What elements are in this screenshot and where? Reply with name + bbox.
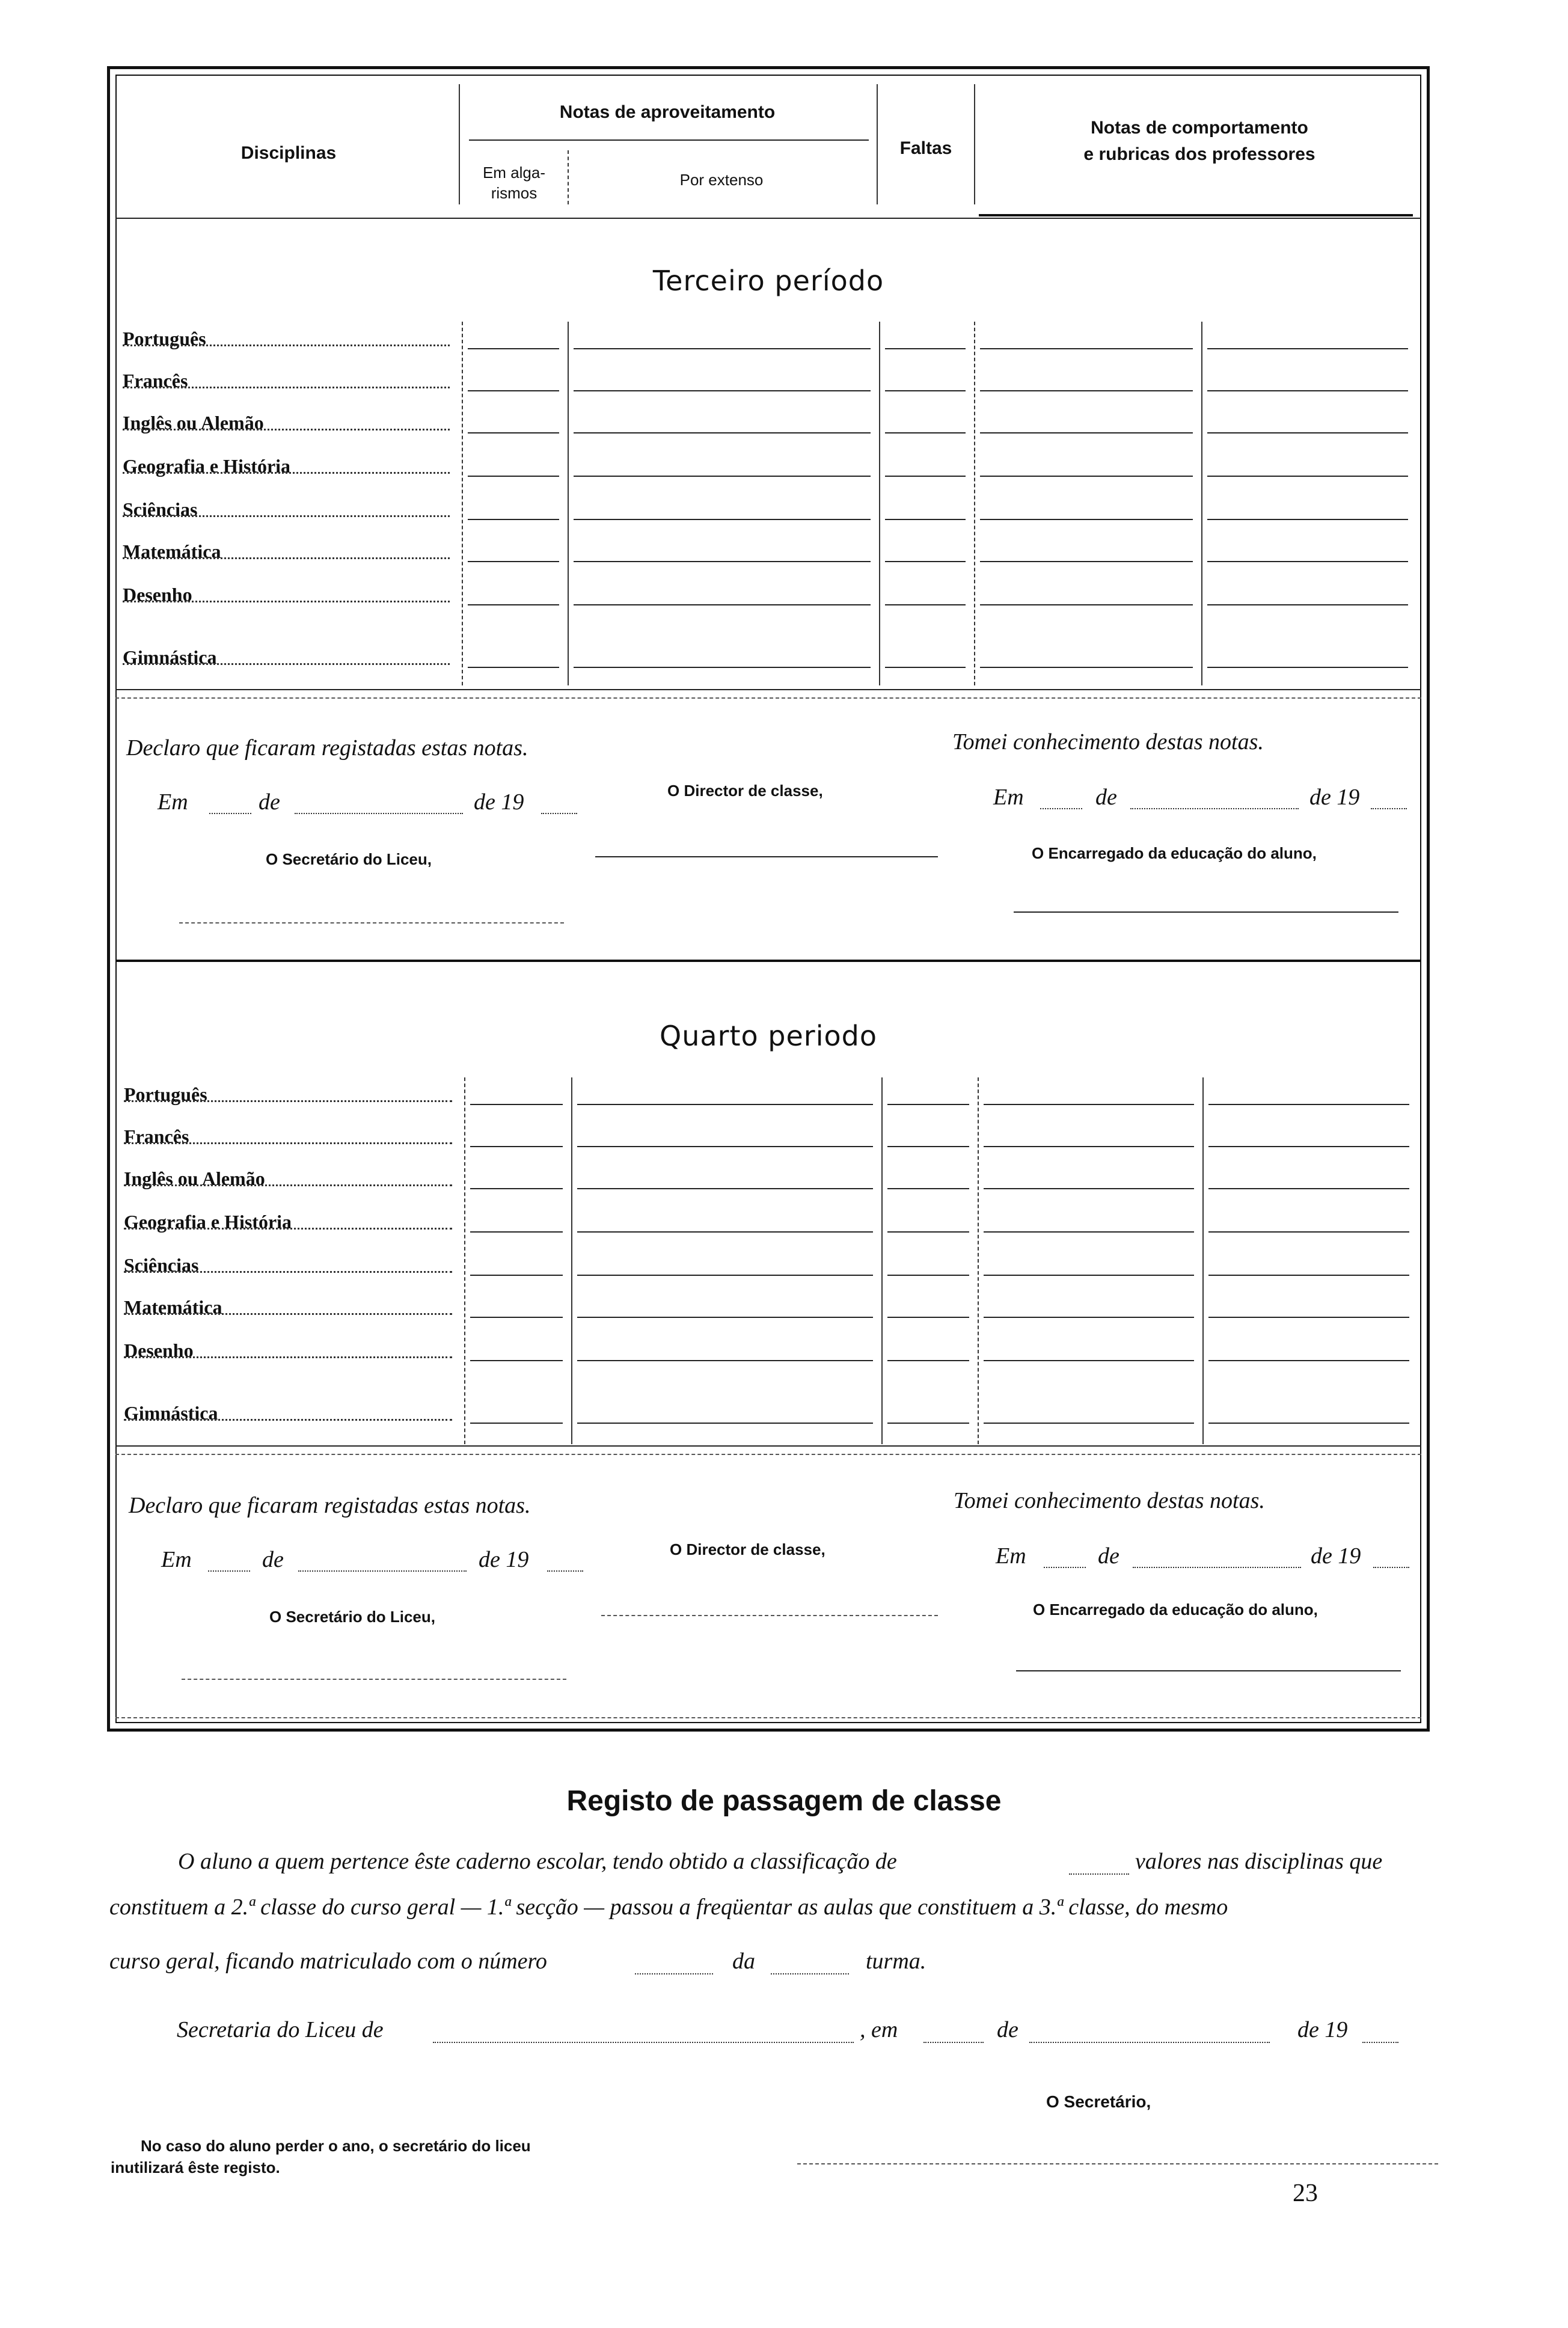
rubrica-field[interactable]	[1208, 1317, 1409, 1318]
liceu-field[interactable]	[433, 2026, 854, 2043]
rubrica-field[interactable]	[1208, 1275, 1409, 1276]
comportamento-field[interactable]	[980, 604, 1193, 605]
header-brace	[469, 139, 869, 141]
header-comportamento-2: e rubricas dos professores	[1083, 144, 1315, 164]
period-title: Quarto periodo	[660, 1020, 877, 1052]
em-label: Em	[158, 789, 188, 815]
leader-dots	[124, 1142, 452, 1144]
rubrica-field[interactable]	[1208, 1231, 1409, 1233]
rubrica-field[interactable]	[1208, 1104, 1409, 1105]
comportamento-field[interactable]	[980, 476, 1193, 477]
em-algarismos-field[interactable]	[468, 561, 559, 562]
classificacao-field[interactable]	[1069, 1858, 1129, 1875]
encarregado-signature-line[interactable]	[1014, 911, 1398, 913]
rubrica-field[interactable]	[1208, 1146, 1409, 1147]
comportamento-field[interactable]	[984, 1104, 1194, 1105]
leader-dots	[123, 387, 450, 388]
de-label: de	[997, 2017, 1018, 2042]
subject-label: Francês	[123, 370, 188, 391]
rubrica-field[interactable]	[1207, 476, 1408, 477]
year-field[interactable]	[547, 1555, 583, 1572]
rubrica-field[interactable]	[1207, 390, 1408, 391]
leader-dots	[123, 515, 450, 517]
por-extenso-field[interactable]	[577, 1188, 873, 1189]
header-notas-aproveitamento: Notas de aproveitamento	[559, 102, 776, 122]
em-algarismos-field[interactable]	[468, 432, 559, 433]
header-divider	[974, 84, 975, 204]
o-secretario-label: O Secretário,	[1046, 2092, 1151, 2111]
day-field[interactable]	[1044, 1551, 1086, 1568]
day-field[interactable]	[923, 2026, 984, 2043]
subject-label: Matemática	[124, 1296, 222, 1318]
em-algarismos-field[interactable]	[470, 1423, 563, 1424]
registo-line-3c: turma.	[866, 1949, 926, 1974]
grid-column-line	[879, 322, 880, 685]
period-bottom-rule	[115, 1445, 1421, 1447]
em-algarismos-field[interactable]	[468, 348, 559, 349]
em-algarismos-field[interactable]	[468, 390, 559, 391]
em-label: , em	[860, 2017, 898, 2042]
grid-column-line	[571, 1077, 572, 1444]
header-divider	[877, 84, 878, 204]
comportamento-field[interactable]	[984, 1275, 1194, 1276]
page-number: 23	[1293, 2179, 1318, 2207]
rubrica-field[interactable]	[1207, 667, 1408, 668]
header-comportamento-1: Notas de comportamento	[1091, 118, 1308, 138]
encarregado-signature-line[interactable]	[1016, 1670, 1401, 1671]
em-algarismos-field[interactable]	[468, 519, 559, 520]
year-label: de 19	[474, 789, 524, 815]
encarregado-label: O Encarregado da educação do aluno,	[1033, 1601, 1318, 1619]
subject-label: Desenho	[124, 1340, 194, 1361]
grid-column-line	[462, 322, 463, 685]
day-field[interactable]	[208, 1555, 250, 1572]
registo-title: Registo de passagem de classe	[566, 1785, 1002, 1817]
leader-dots	[123, 345, 450, 346]
grid-column-line	[974, 322, 975, 685]
em-algarismos-field[interactable]	[470, 1317, 563, 1318]
turma-field[interactable]	[771, 1958, 849, 1974]
por-extenso-field[interactable]	[574, 432, 871, 433]
faltas-field[interactable]	[887, 1188, 969, 1189]
faltas-field[interactable]	[885, 390, 966, 391]
por-extenso-field[interactable]	[574, 476, 871, 477]
subject-label: Gimnástica	[124, 1402, 218, 1424]
leader-dots	[123, 429, 450, 430]
em-algarismos-field[interactable]	[470, 1188, 563, 1189]
header-divider	[459, 84, 460, 204]
encarregado-label: O Encarregado da educação do aluno,	[1032, 844, 1317, 862]
year-label: de 19	[479, 1547, 529, 1572]
tomei-text: Tomei conhecimento destas notas.	[954, 1488, 1265, 1513]
de-label: de	[1095, 785, 1117, 810]
comportamento-field[interactable]	[980, 432, 1193, 433]
registo-line-3a: curso geral, ficando matriculado com o número	[109, 1949, 547, 1974]
faltas-field[interactable]	[885, 667, 966, 668]
secretario-signature-line[interactable]	[179, 922, 564, 924]
subject-label: Geografia e História	[124, 1211, 292, 1233]
director-signature-line[interactable]	[601, 1615, 938, 1616]
faltas-field[interactable]	[887, 1231, 969, 1233]
subject-label: Francês	[124, 1126, 189, 1147]
em-label: Em	[993, 785, 1024, 810]
year-label: de 19	[1297, 2017, 1348, 2042]
registo-line-2: constituem a 2.ª classe do curso geral — 1.ª secção — passou a freqüentar as aulas que constituem a 3.ª classe, do mesmo	[109, 1895, 1228, 1920]
header-em-algarismos-2: rismos	[491, 184, 537, 202]
por-extenso-field[interactable]	[574, 561, 871, 562]
secretario-signature-line[interactable]	[182, 1679, 566, 1680]
faltas-field[interactable]	[885, 348, 966, 349]
day-field[interactable]	[1040, 792, 1082, 809]
por-extenso-field[interactable]	[574, 667, 871, 668]
em-label: Em	[996, 1543, 1026, 1569]
faltas-field[interactable]	[885, 561, 966, 562]
subject-label: Sciências	[124, 1254, 199, 1276]
comportamento-field[interactable]	[984, 1188, 1194, 1189]
secretario-label: O Secretário do Liceu,	[269, 1608, 435, 1626]
faltas-field[interactable]	[887, 1275, 969, 1276]
month-field[interactable]	[1133, 1551, 1301, 1568]
grid-column-line	[1202, 1077, 1204, 1444]
registo-line-1a: O aluno a quem pertence êste caderno escolar, tendo obtido a classificação de	[178, 1849, 897, 1874]
registo-line-3b: da	[732, 1949, 755, 1974]
leader-dots	[124, 1419, 452, 1421]
period-bottom-rule	[115, 697, 1421, 699]
grid-column-line	[978, 1077, 979, 1444]
note-line-1: No caso do aluno perder o ano, o secretário do liceu	[141, 2137, 531, 2155]
grid-column-line	[568, 322, 569, 685]
director-label: O Director de classe,	[670, 1540, 825, 1558]
por-extenso-field[interactable]	[577, 1360, 873, 1361]
year-label: de 19	[1311, 1543, 1361, 1569]
section-divider	[115, 960, 1421, 962]
em-algarismos-field[interactable]	[468, 667, 559, 668]
leader-dots	[124, 1313, 452, 1315]
rubrica-field[interactable]	[1207, 519, 1408, 520]
em-algarismos-field[interactable]	[468, 604, 559, 605]
subject-label: Inglês ou Alemão	[124, 1168, 265, 1189]
header-faltas: Faltas	[899, 138, 952, 158]
day-field[interactable]	[209, 797, 251, 814]
comportamento-field[interactable]	[980, 348, 1193, 349]
leader-dots	[124, 1228, 452, 1230]
rubrica-field[interactable]	[1207, 348, 1408, 349]
faltas-field[interactable]	[885, 432, 966, 433]
header-disciplinas: Disciplinas	[240, 143, 337, 163]
faltas-field[interactable]	[887, 1423, 969, 1424]
leader-dots	[124, 1100, 452, 1102]
subject-label: Gimnástica	[123, 646, 217, 668]
period-bottom-rule	[115, 689, 1421, 690]
leader-dots	[123, 663, 450, 665]
leader-dots	[123, 472, 450, 474]
header-bottom-rule	[115, 218, 1421, 219]
form-frame-inner	[115, 75, 1421, 1723]
em-algarismos-field[interactable]	[468, 476, 559, 477]
faltas-field[interactable]	[885, 604, 966, 605]
period-title: Terceiro período	[652, 265, 884, 297]
subject-label: Português	[123, 328, 206, 349]
comportamento-field[interactable]	[980, 561, 1193, 562]
por-extenso-field[interactable]	[577, 1146, 873, 1147]
secretario-label: O Secretário do Liceu,	[266, 850, 432, 868]
rubrica-field[interactable]	[1207, 432, 1408, 433]
subject-label: Matemática	[123, 541, 221, 562]
secretaria-label: Secretaria do Liceu de	[177, 2017, 384, 2042]
grid-column-line	[1201, 322, 1202, 685]
rubrica-field[interactable]	[1208, 1423, 1409, 1424]
por-extenso-field[interactable]	[577, 1423, 873, 1424]
header-por-extenso: Por extenso	[679, 171, 764, 189]
numero-field[interactable]	[635, 1958, 713, 1974]
month-field[interactable]	[1130, 792, 1299, 809]
header-divider	[568, 150, 569, 204]
de-label: de	[262, 1547, 284, 1572]
comportamento-field[interactable]	[984, 1423, 1194, 1424]
por-extenso-field[interactable]	[577, 1104, 873, 1105]
header-bottom-rule-right	[979, 214, 1413, 216]
por-extenso-field[interactable]	[574, 519, 871, 520]
faltas-field[interactable]	[887, 1104, 969, 1105]
month-field-line[interactable]	[1029, 2026, 1270, 2043]
subject-label: Desenho	[123, 584, 192, 605]
em-algarismos-field[interactable]	[470, 1104, 563, 1105]
comportamento-field[interactable]	[980, 390, 1193, 391]
comportamento-field[interactable]	[984, 1317, 1194, 1318]
comportamento-field[interactable]	[980, 519, 1193, 520]
faltas-field[interactable]	[887, 1317, 969, 1318]
por-extenso-field[interactable]	[577, 1275, 873, 1276]
por-extenso-field[interactable]	[577, 1231, 873, 1233]
de-label: de	[259, 789, 280, 815]
faltas-field[interactable]	[885, 519, 966, 520]
comportamento-field[interactable]	[984, 1360, 1194, 1361]
year-field[interactable]	[1373, 1551, 1409, 1568]
comportamento-field[interactable]	[984, 1231, 1194, 1233]
year-field[interactable]	[1371, 792, 1407, 809]
header-em-algarismos-1: Em alga-	[482, 164, 546, 182]
subject-label: Geografia e História	[123, 455, 291, 477]
rubrica-field[interactable]	[1208, 1360, 1409, 1361]
leader-dots	[123, 557, 450, 559]
frame-bottom-rule	[115, 1717, 1421, 1718]
month-field[interactable]	[298, 1555, 467, 1572]
em-algarismos-field[interactable]	[470, 1231, 563, 1233]
year-label: de 19	[1309, 785, 1360, 810]
month-field[interactable]	[295, 797, 463, 814]
leader-dots	[124, 1271, 452, 1273]
leader-dots	[124, 1356, 452, 1358]
comportamento-field[interactable]	[980, 667, 1193, 668]
declaro-text: Declaro que ficaram registadas estas notas.	[129, 1493, 531, 1518]
por-extenso-field[interactable]	[577, 1317, 873, 1318]
grid-column-line	[464, 1077, 465, 1444]
subject-label: Inglês ou Alemão	[123, 412, 264, 433]
declaro-text: Declaro que ficaram registadas estas notas.	[126, 735, 528, 761]
registo-line-1b: valores nas disciplinas que	[1135, 1849, 1383, 1874]
em-algarismos-field[interactable]	[470, 1275, 563, 1276]
subject-label: Português	[124, 1083, 207, 1105]
faltas-field[interactable]	[885, 476, 966, 477]
leader-dots	[123, 601, 450, 602]
de-label: de	[1098, 1543, 1119, 1569]
subject-label: Sciências	[123, 498, 198, 520]
faltas-field[interactable]	[887, 1146, 969, 1147]
comportamento-field[interactable]	[984, 1146, 1194, 1147]
period-bottom-rule	[115, 1454, 1421, 1455]
note-line-2: inutilizará êste registo.	[111, 2158, 280, 2176]
tomei-text: Tomei conhecimento destas notas.	[952, 729, 1264, 755]
leader-dots	[124, 1184, 452, 1186]
em-algarismos-field[interactable]	[470, 1146, 563, 1147]
por-extenso-field[interactable]	[574, 348, 871, 349]
por-extenso-field[interactable]	[574, 604, 871, 605]
year-field[interactable]	[1362, 2026, 1398, 2043]
faltas-field[interactable]	[887, 1360, 969, 1361]
rubrica-field[interactable]	[1208, 1188, 1409, 1189]
secretario-signature-line[interactable]	[797, 2163, 1438, 2164]
em-label: Em	[161, 1547, 192, 1572]
director-label: O Director de classe,	[667, 782, 823, 800]
director-signature-line[interactable]	[595, 856, 938, 857]
em-algarismos-field[interactable]	[470, 1360, 563, 1361]
por-extenso-field[interactable]	[574, 390, 871, 391]
rubrica-field[interactable]	[1207, 604, 1408, 605]
rubrica-field[interactable]	[1207, 561, 1408, 562]
year-field[interactable]	[541, 797, 577, 814]
grid-column-line	[881, 1077, 883, 1444]
